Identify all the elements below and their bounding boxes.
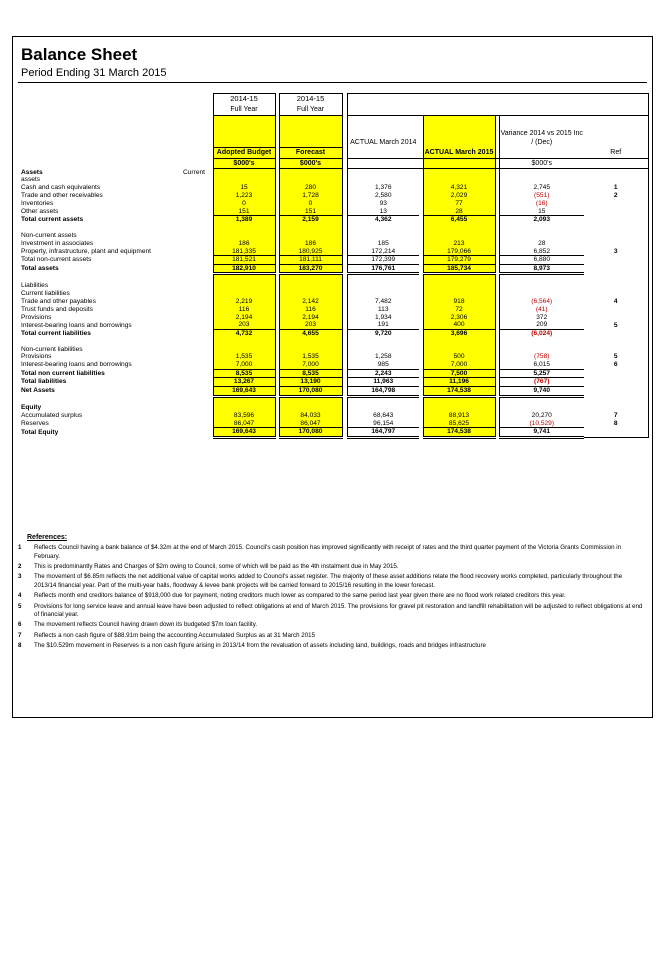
- table-row: [20, 428, 648, 438]
- forecast-value: 8,535: [279, 369, 342, 378]
- row-label: Provisions: [21, 353, 52, 361]
- actual-2014-value: 176,761: [347, 264, 419, 274]
- actual-2015-value: 88,913: [423, 412, 495, 420]
- reference-text: The $10.529m movement in Reserves is a non cash figure arising in 2013/14 from the revaluation of assets including land, buildings, roads and bridges infrastructure: [34, 642, 486, 650]
- adopted-budget-value: 86,047: [213, 420, 275, 428]
- actual-2014-value: 13: [347, 208, 419, 216]
- actual-2015-value: 2,029: [423, 192, 495, 200]
- row-label: Current liabilities: [21, 289, 70, 297]
- actual-2015-value: 2,306: [423, 313, 495, 321]
- references-heading: References:: [27, 534, 68, 541]
- actual-2014-value: 191: [347, 321, 419, 329]
- row-label: Inventories: [21, 200, 54, 208]
- variance-value: (6,564): [499, 298, 584, 306]
- row-label: assets: [21, 176, 41, 184]
- adopted-budget-value: 8,535: [213, 369, 275, 378]
- row-label: Total liabilities: [21, 378, 67, 386]
- variance-value: 9,741: [499, 428, 584, 438]
- ref-number: 2: [584, 192, 648, 200]
- units-forecast: $000's: [279, 158, 342, 168]
- forecast-value: 180,925: [279, 248, 342, 256]
- header-period-2: 2014-15: [279, 94, 342, 105]
- section-row: [20, 232, 648, 240]
- row-label: Trust funds and deposits: [21, 305, 93, 313]
- variance-value: (758): [499, 353, 584, 361]
- actual-2014-value: 172,214: [347, 248, 419, 256]
- header-adopted-budget: Adopted Budget: [213, 147, 275, 158]
- header-variance: Variance 2014 vs 2015 Inc / (Dec): [499, 123, 584, 147]
- section-row: [20, 282, 648, 290]
- balance-sheet-table: [20, 93, 649, 439]
- variance-value: (767): [499, 378, 584, 387]
- table-row: [20, 412, 648, 420]
- units-adopted: $000's: [213, 158, 275, 168]
- ref-number: 7: [584, 412, 648, 420]
- row-label: Total current liabilities: [21, 329, 91, 337]
- table-row: [20, 240, 648, 248]
- actual-2015-value: 6,455: [423, 216, 495, 224]
- actual-2014-value: 2,580: [347, 192, 419, 200]
- forecast-value: 151: [279, 208, 342, 216]
- adopted-budget-value: 181,521: [213, 256, 275, 265]
- row-label: Provisions: [21, 313, 52, 321]
- row-label: Total non current liabilities: [21, 369, 105, 377]
- table-row: [20, 353, 648, 361]
- reference-text: Reflects month end creditors balance of $918,000 due for payment, noting creditors much lower as compared to the same period last year given there are no flood work related creditors this year.: [34, 592, 566, 600]
- actual-2014-value: 11,963: [347, 378, 419, 387]
- row-label: Trade and other payables: [21, 297, 96, 305]
- actual-2015-value: 85,625: [423, 420, 495, 428]
- table-row: [20, 248, 648, 256]
- ref-number: 5: [584, 353, 648, 361]
- adopted-budget-value: 186: [213, 240, 275, 248]
- spacer-row: [20, 338, 648, 346]
- variance-value: 15: [499, 208, 584, 216]
- actual-2014-value: 164,797: [347, 428, 419, 438]
- header-actual-2014: ACTUAL March 2014: [347, 123, 419, 147]
- forecast-value: 116: [279, 306, 342, 314]
- section-row: [20, 168, 648, 176]
- forecast-value: 1,535: [279, 353, 342, 361]
- forecast-value: 170,080: [279, 386, 342, 396]
- variance-value: 28: [499, 240, 584, 248]
- table-row: [20, 361, 648, 369]
- references-list: [18, 544, 643, 650]
- actual-2015-value: 28: [423, 208, 495, 216]
- table-row: [20, 192, 648, 200]
- reference-item: [18, 563, 643, 572]
- actual-2015-value: 213: [423, 240, 495, 248]
- forecast-value: 84,033: [279, 412, 342, 420]
- forecast-value: 2,142: [279, 298, 342, 306]
- adopted-budget-value: 151: [213, 208, 275, 216]
- row-label: Cash and cash equivalents: [21, 184, 101, 192]
- reference-number: 1: [18, 544, 22, 552]
- header-fullyear-2: Full Year: [279, 105, 342, 116]
- section-row: [20, 176, 648, 184]
- row-label: Accumulated surplus: [21, 411, 83, 419]
- header-actual-2015: ACTUAL March 2015: [423, 147, 495, 158]
- actual-2015-value: 11,196: [423, 378, 495, 387]
- ref-number: 3: [584, 248, 648, 256]
- row-label: Liabilities: [21, 282, 49, 290]
- row-label: Total non-current assets: [21, 256, 92, 264]
- reference-text: Reflects Council having a bank balance of $4.32m at the end of March 2015. Council's cash position has improved significantly with receipt of rates and the third quarter payment of the Victoria Grants Commission in February.: [34, 544, 622, 560]
- actual-2014-value: 7,482: [347, 298, 419, 306]
- table-row: [20, 420, 648, 428]
- variance-value: 209: [499, 321, 584, 329]
- forecast-value: 7,000: [279, 361, 342, 369]
- forecast-value: 4,655: [279, 329, 342, 337]
- actual-2015-value: 174,538: [423, 386, 495, 396]
- reference-item: [18, 603, 643, 620]
- row-label: Interest-bearing loans and borrowings: [21, 361, 132, 369]
- reference-item: [18, 642, 643, 651]
- adopted-budget-value: 7,000: [213, 361, 275, 369]
- reference-text: Provisions for long service leave and annual leave have been adjusted to reflect obligations at end of March 2015. The provisions for gravel pit restoration and landfill rehabilitation will be adjusted to reflect obligations at end of financial year.: [34, 602, 643, 619]
- reference-item: [18, 573, 643, 590]
- forecast-value: 280: [279, 184, 342, 192]
- row-label: Assets: [21, 168, 43, 176]
- actual-2014-value: 1,376: [347, 184, 419, 192]
- section-row: [20, 345, 648, 353]
- row-label: Interest-bearing loans and borrowings: [21, 321, 132, 329]
- actual-2015-value: 72: [423, 306, 495, 314]
- actual-2014-value: 93: [347, 200, 419, 208]
- table-row: [20, 313, 648, 321]
- balance-sheet-page: [12, 36, 653, 718]
- actual-2014-value: 4,362: [347, 216, 419, 224]
- spacer-row: [20, 274, 648, 282]
- variance-value: 5,257: [499, 369, 584, 378]
- variance-value: (551): [499, 192, 584, 200]
- forecast-value: 2,194: [279, 313, 342, 321]
- reference-item: [18, 621, 643, 630]
- row-label: [20, 396, 182, 404]
- variance-value: 9,740: [499, 386, 584, 396]
- row-label: Non-current liabilities: [21, 345, 83, 353]
- table-row: [20, 184, 648, 192]
- actual-2015-value: 7,000: [423, 361, 495, 369]
- row-label: Investment in associates: [21, 239, 94, 247]
- forecast-value: 2,159: [279, 216, 342, 224]
- table-header: [20, 94, 648, 169]
- reference-number: 8: [18, 642, 22, 650]
- variance-value: 6,852: [499, 248, 584, 256]
- adopted-budget-value: 1,223: [213, 192, 275, 200]
- spacer-row: [20, 396, 648, 404]
- ref-number: 8: [584, 420, 648, 428]
- adopted-budget-value: 2,194: [213, 313, 275, 321]
- table-row: [20, 200, 648, 208]
- variance-value: 20,270: [499, 412, 584, 420]
- header-ref: Ref: [584, 147, 648, 158]
- forecast-value: 0: [279, 200, 342, 208]
- table-row: [20, 369, 648, 378]
- reference-text: This is predominantly Rates and Charges of $2m owing to Council, some of which will be paid as the 4th instalment due in May 2015.: [34, 563, 399, 571]
- adopted-budget-value: 169,643: [213, 386, 275, 396]
- actual-2015-value: 918: [423, 298, 495, 306]
- actual-2014-value: 985: [347, 361, 419, 369]
- row-label: Non-current assets: [21, 232, 77, 240]
- variance-value: 2,093: [499, 216, 584, 224]
- spacer-row: [20, 224, 648, 232]
- ref-number: 5: [584, 321, 648, 329]
- reference-number: 4: [18, 592, 22, 600]
- adopted-budget-value: 181,335: [213, 248, 275, 256]
- actual-2015-value: 4,321: [423, 184, 495, 192]
- reference-number: 7: [18, 631, 22, 639]
- forecast-value: 86,047: [279, 420, 342, 428]
- table-row: [20, 208, 648, 216]
- actual-2015-value: 77: [423, 200, 495, 208]
- actual-2014-value: 9,720: [347, 329, 419, 337]
- actual-2014-value: 96,154: [347, 420, 419, 428]
- actual-2014-value: 113: [347, 306, 419, 314]
- variance-value: 6,015: [499, 361, 584, 369]
- forecast-value: 203: [279, 321, 342, 329]
- reference-text: Reflects a non cash figure of $88.91m being the accounting Accumulated Surplus as at 31 March 2015: [34, 631, 316, 639]
- row-label: Total Equity: [21, 428, 59, 436]
- forecast-value: 181,111: [279, 256, 342, 265]
- actual-2014-value: 1,258: [347, 353, 419, 361]
- forecast-value: 183,270: [279, 264, 342, 274]
- adopted-budget-value: 83,596: [213, 412, 275, 420]
- adopted-budget-value: 13,267: [213, 378, 275, 387]
- ref-number: 4: [584, 298, 648, 306]
- row-label: Property, infrastructure, plant and equipment: [21, 247, 151, 255]
- title-divider: [18, 82, 647, 83]
- row-label: Net Assets: [21, 387, 55, 395]
- forecast-value: 1,728: [279, 192, 342, 200]
- adopted-budget-value: 182,910: [213, 264, 275, 274]
- adopted-budget-value: 4,732: [213, 329, 275, 337]
- header-forecast: Forecast: [279, 147, 342, 158]
- row-label: Total current assets: [21, 216, 84, 224]
- variance-value: 8,973: [499, 264, 584, 274]
- reference-number: 6: [18, 621, 22, 629]
- row-label: Equity: [21, 404, 42, 412]
- reference-text: The movement of $6.85m reflects the net additional value of capital works added to Council's asset register. The majority of these asset additions relate the flood recovery works completed, particularly throughout the 2013/14 financial year. Part of the multi-year halls, floodway & levee bank projects will be carried forward to 2015/16 resulting in the lower forecast.: [34, 573, 623, 590]
- forecast-value: 170,080: [279, 428, 342, 438]
- row-sublabel: Current: [183, 168, 205, 176]
- variance-value: 2,745: [499, 184, 584, 192]
- section-row: [20, 404, 648, 412]
- variance-value: (16): [499, 200, 584, 208]
- actual-2014-value: 185: [347, 240, 419, 248]
- header-period-1: 2014-15: [213, 94, 275, 105]
- reference-number: 5: [18, 602, 22, 610]
- table-row: [20, 321, 648, 329]
- actual-2014-value: 2,243: [347, 369, 419, 378]
- page-title: Balance Sheet: [21, 45, 138, 64]
- reference-number: 2: [18, 563, 22, 571]
- table-row: [20, 378, 648, 387]
- table-row: [20, 216, 648, 224]
- actual-2015-value: 400: [423, 321, 495, 329]
- variance-value: (6,024): [499, 329, 584, 337]
- table-row: [20, 264, 648, 274]
- reference-number: 3: [18, 573, 22, 581]
- forecast-value: 186: [279, 240, 342, 248]
- units-variance: $000's: [499, 158, 584, 168]
- adopted-budget-value: 2,219: [213, 298, 275, 306]
- reference-item: [18, 544, 643, 561]
- header-fullyear-1: Full Year: [213, 105, 275, 116]
- table-body: [20, 168, 648, 437]
- variance-value: 6,880: [499, 256, 584, 265]
- table-row: [20, 306, 648, 314]
- adopted-budget-value: 1,389: [213, 216, 275, 224]
- table-row: [20, 329, 648, 337]
- actual-2014-value: 172,399: [347, 256, 419, 265]
- adopted-budget-value: 0: [213, 200, 275, 208]
- variance-value: (10,529): [499, 420, 584, 428]
- row-label: [20, 274, 182, 282]
- actual-2015-value: 174,538: [423, 428, 495, 438]
- references-section: [18, 534, 643, 651]
- actual-2014-value: 1,934: [347, 313, 419, 321]
- page-subtitle: Period Ending 31 March 2015: [21, 67, 167, 79]
- table-row: [20, 256, 648, 265]
- variance-value: (41): [499, 306, 584, 314]
- actual-2014-value: 164,798: [347, 386, 419, 396]
- reference-item: [18, 632, 643, 641]
- variance-value: 372: [499, 313, 584, 321]
- actual-2015-value: 179,279: [423, 256, 495, 265]
- actual-2015-value: 3,696: [423, 329, 495, 337]
- actual-2015-value: 7,500: [423, 369, 495, 378]
- row-label: Reserves: [21, 419, 49, 427]
- table-row: [20, 386, 648, 396]
- row-label: Other assets: [21, 208, 59, 216]
- actual-2015-value: 179,066: [423, 248, 495, 256]
- forecast-value: 13,190: [279, 378, 342, 387]
- actual-2015-value: 185,734: [423, 264, 495, 274]
- adopted-budget-value: 1,535: [213, 353, 275, 361]
- row-label: Trade and other receivables: [21, 192, 103, 200]
- section-row: [20, 290, 648, 298]
- adopted-budget-value: 169,643: [213, 428, 275, 438]
- reference-text: The movement reflects Council having drawn down its budgeted $7m loan facility.: [34, 621, 258, 629]
- actual-2015-value: 500: [423, 353, 495, 361]
- ref-number: 6: [584, 361, 648, 369]
- actual-2014-value: 68,643: [347, 412, 419, 420]
- adopted-budget-value: 15: [213, 184, 275, 192]
- adopted-budget-value: 203: [213, 321, 275, 329]
- reference-item: [18, 592, 643, 601]
- row-label: Total assets: [21, 265, 59, 273]
- ref-number: 1: [584, 184, 648, 192]
- row-label: [20, 224, 182, 232]
- table-row: [20, 298, 648, 306]
- adopted-budget-value: 116: [213, 306, 275, 314]
- row-label: [20, 338, 182, 346]
